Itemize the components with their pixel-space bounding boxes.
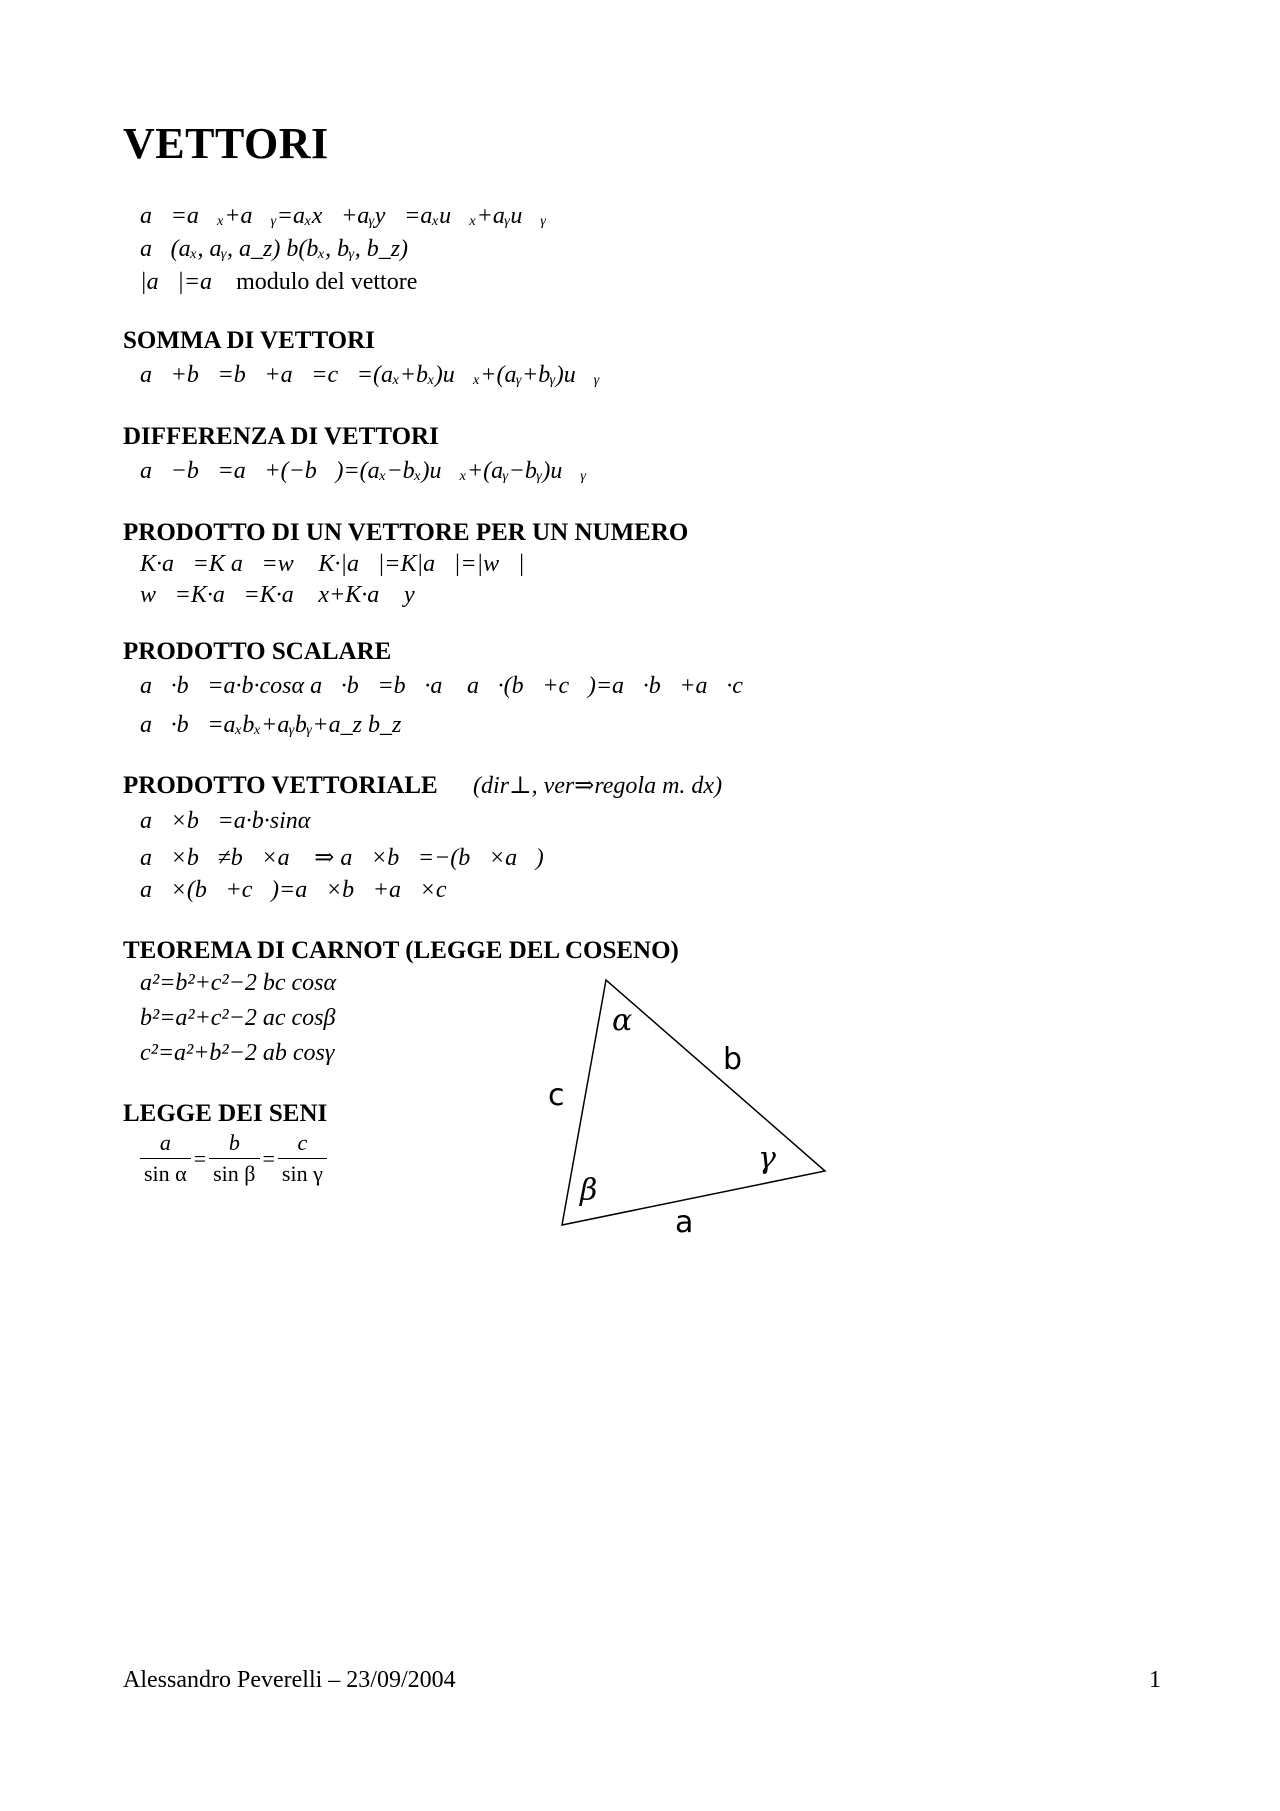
sine-law-formula (140, 1130, 327, 1187)
footer-author-date: Alessandro Peverelli – 23/09/2004 (123, 1667, 456, 1693)
angle-gamma-label: γ (758, 1141, 776, 1176)
angle-beta-label: β (580, 1173, 598, 1208)
vettoriale-formula-1: a⃗×b⃗=a·b·sinα (140, 808, 311, 834)
scalare-formula-2: a⃗·b⃗=aₓbₓ+aᵧbᵧ+a_z b_z (140, 712, 402, 738)
section-heading-somma: SOMMA DI VETTORI (123, 327, 375, 354)
page-title: VETTORI (123, 119, 329, 168)
equals-sign: = (262, 1145, 275, 1171)
section-heading-seni: LEGGE DEI SENI (123, 1100, 328, 1127)
prodotto-numero-formula-2: w⃗=K·a⃗=K·a⃗ x+K·a⃗ y (140, 582, 415, 608)
vettoriale-formula-3: a⃗×(b⃗+c⃗)=a⃗×b⃗+a⃗×c⃗ (140, 877, 466, 903)
vector-components-formula: a⃗=a⃗ₓ+a⃗ᵧ=aₓx⃗+aᵧy⃗=aₓu⃗ₓ+aᵧu⃗ᵧ (140, 203, 547, 229)
sine-fraction-c-denominator: sin γ (278, 1158, 327, 1187)
section-heading-carnot: TEOREMA DI CARNOT (LEGGE DEL COSENO) (123, 937, 679, 964)
section-heading-differenza: DIFFERENZA DI VETTORI (123, 423, 439, 450)
page-number: 1 (1149, 1667, 1161, 1693)
sine-fraction-a-numerator: a (159, 1130, 171, 1155)
vector-coordinates-formula: a⃗(aₓ, aᵧ, a_z) b(bₓ, bᵧ, b_z) (140, 236, 409, 262)
triangle-outline (562, 980, 825, 1225)
section-heading-scalare: PRODOTTO SCALARE (123, 638, 392, 665)
section-heading-vettoriale: PRODOTTO VETTORIALE (123, 772, 438, 799)
carnot-formula-c: c²=a²+b²−2 ab cosγ (140, 1040, 335, 1066)
sine-fraction-a-denominator: sin α (140, 1158, 191, 1187)
sine-fraction-b-numerator: b (228, 1130, 240, 1155)
sine-fraction-c-numerator: c (297, 1130, 308, 1155)
somma-formula: a⃗+b⃗=b⃗+a⃗=c⃗=(aₓ+bₓ)u⃗ₓ+(aᵧ+bᵧ)u⃗ᵧ (140, 362, 600, 388)
carnot-formula-b: b²=a²+c²−2 ac cosβ (140, 1005, 336, 1031)
carnot-formula-a: a²=b²+c²−2 bc cosα (140, 970, 337, 996)
side-a-label: a (675, 1205, 694, 1240)
scalare-formula-1: a⃗·b⃗=a·b·cosα a⃗·b⃗=b⃗·a⃗ a⃗·(b⃗+c⃗)=a⃗·b⃗+a⃗·c⃗ (140, 673, 762, 699)
sine-fraction-a (140, 1130, 191, 1187)
sine-fraction-c (278, 1130, 327, 1187)
differenza-formula: a⃗−b⃗=a⃗+(−b⃗)=(aₓ−bₓ)u⃗ₓ+(aᵧ−bᵧ)u⃗ᵧ (140, 458, 587, 484)
equals-sign: = (193, 1145, 207, 1171)
sine-fraction-b (209, 1130, 259, 1187)
side-c-label: c (548, 1078, 565, 1113)
vector-modulus-formula: |a⃗|=a (140, 269, 213, 295)
prodotto-numero-formula-1: K·a⃗=K a⃗=w⃗ K·|a⃗|=K|a⃗|=|w⃗| (140, 551, 525, 577)
vector-modulus-line (140, 269, 417, 296)
angle-alpha-label: α (612, 1003, 633, 1038)
sine-fraction-b-denominator: sin β (209, 1158, 259, 1187)
vettoriale-direction-note: (dir⊥, ver⇒regola m. dx) (473, 773, 723, 799)
triangle-diagram (540, 970, 840, 1240)
modulo-note: modulo del vettore (236, 269, 418, 295)
vettoriale-formula-2: a⃗×b⃗≠b⃗×a⃗ ⇒ a⃗×b⃗=−(b⃗×a⃗) (140, 845, 544, 871)
section-heading-prodotto-numero: PRODOTTO DI UN VETTORE PER UN NUMERO (123, 519, 689, 546)
side-b-label: b (723, 1042, 743, 1077)
